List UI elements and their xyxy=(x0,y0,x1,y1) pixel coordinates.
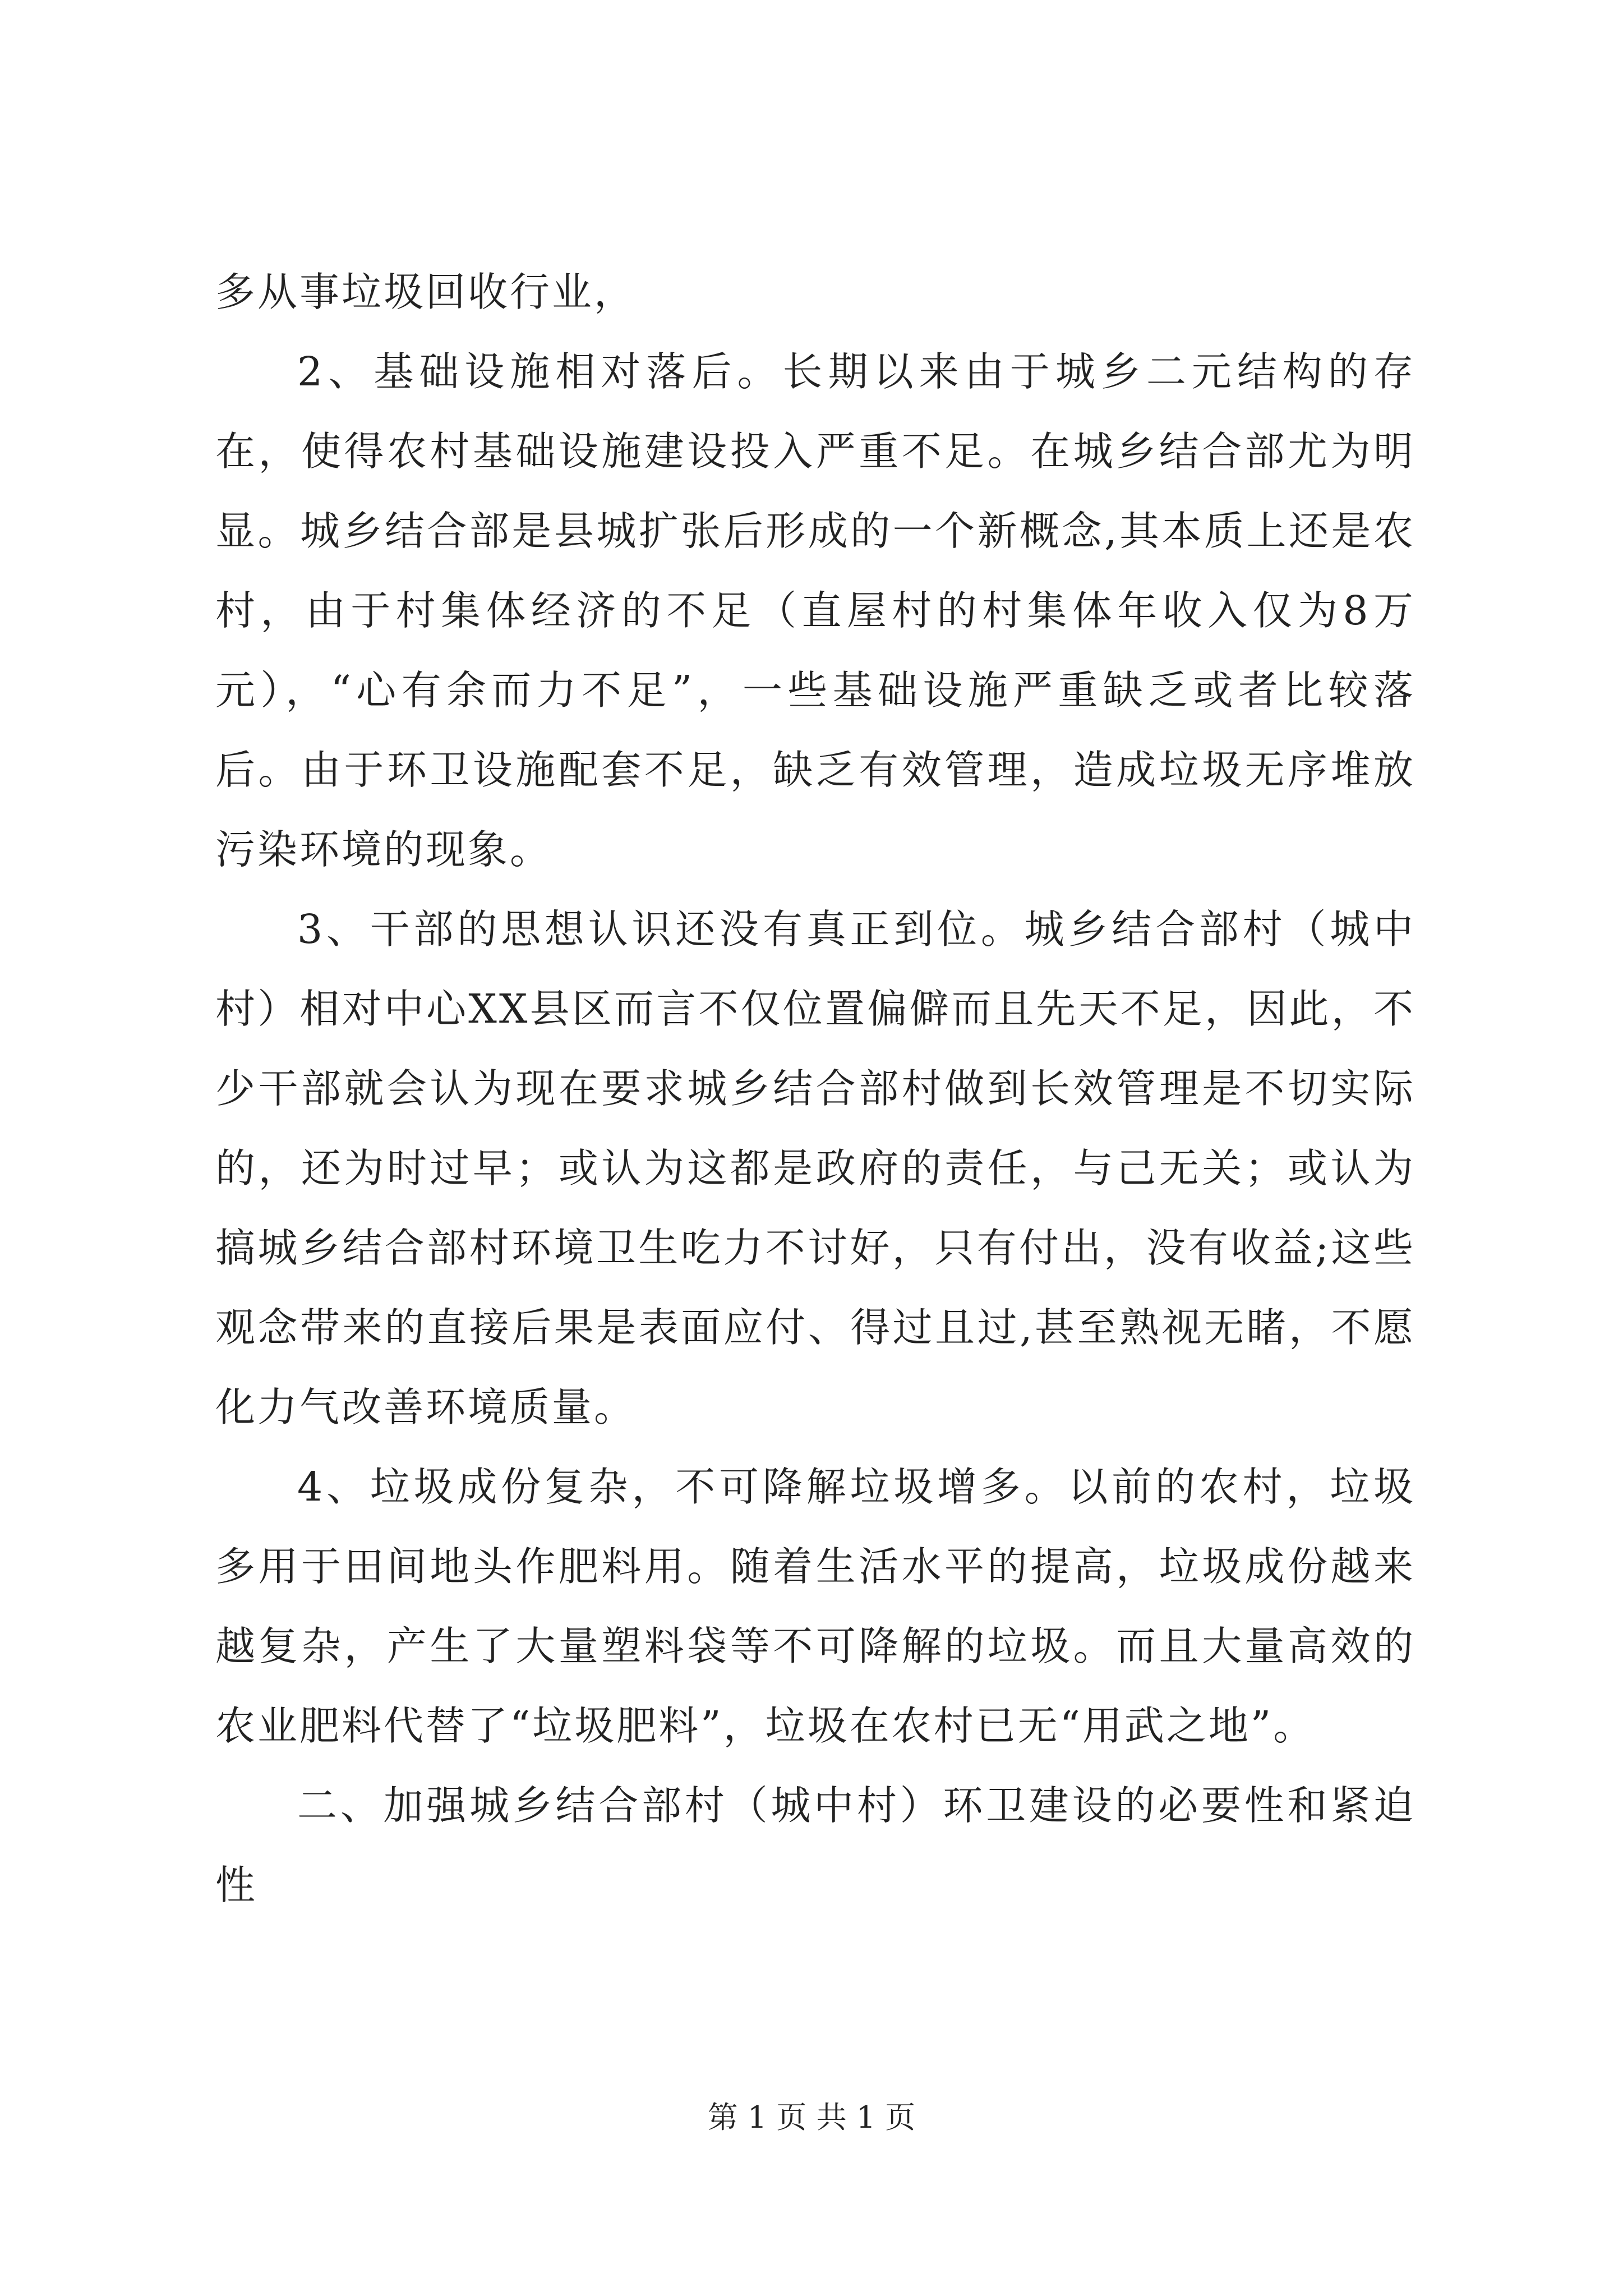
paragraph-cadre-awareness: 3、干部的思想认识还没有真正到位。城乡结合部村（城中村）相对中心XX县区而言不仅位置偏僻而且先天不足，因此，不少干部就会认为现在要求城乡结合部村做到长效管理是不切实际的，还为时过早；或认为这都是政府的责任，与己无关；或认为搞城乡结合部村环境卫生吃力不讨好，只有付出，没有收益;这些观念带来的直接后果是表面应付、得过且过,甚至熟视无睹，不愿化力气改善环境质量。 xyxy=(215,906,1415,1430)
paragraph-continuation: 多从事垃圾回收行业， xyxy=(215,269,637,315)
page-footer: 第 1 页 共 1 页 xyxy=(707,2100,916,2135)
section-heading: 二、加强城乡结合部村（城中村）环卫建设的必要性和紧迫性 xyxy=(215,1782,1415,1908)
paragraph-infrastructure: 2、基础设施相对落后。长期以来由于城乡二元结构的存在，使得农村基础设施建设投入严重不足。在城乡结合部尤为明显。城乡结合部是县城扩张后形成的一个新概念,其本质上还是农村，由于村集体经济的不足（直屋村的村集体年收入仅为8万元），“心有余而力不足”，一些基础设施严重缺乏或者比较落后。由于环卫设施配套不足，缺乏有效管理，造成垃圾无序堆放污染环境的现象。 xyxy=(215,348,1415,873)
document-body xyxy=(215,252,1415,1925)
paragraph-garbage-composition: 4、垃圾成份复杂，不可降解垃圾增多。以前的农村，垃圾多用于田间地头作肥料用。随着生活水平的提高，垃圾成份越来越复杂，产生了大量塑料袋等不可降解的垃圾。而且大量高效的农业肥料代替了“垃圾肥料”，垃圾在农村已无“用武之地”。 xyxy=(215,1464,1415,1749)
